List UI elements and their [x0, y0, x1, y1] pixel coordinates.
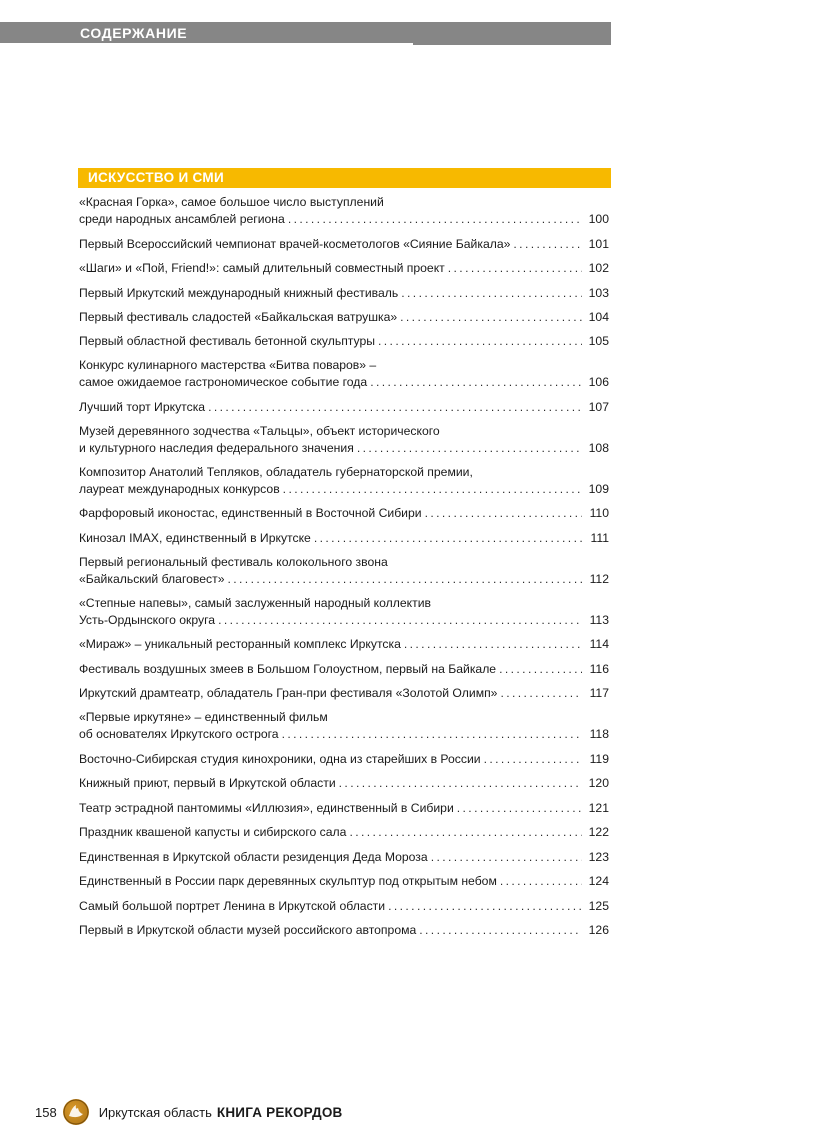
dot-leader	[339, 775, 582, 792]
toc-page-number: 112	[589, 571, 609, 586]
dot-leader	[500, 685, 582, 702]
dot-leader	[499, 661, 582, 678]
dot-leader	[370, 374, 582, 391]
toc-page-number: 110	[589, 506, 609, 520]
toc-entry-title-line: об основателях Иркутского острога	[79, 727, 279, 741]
toc-entry-title-line: «Красная Горка», самое большое число выступлений	[79, 195, 384, 209]
toc-page-number: 101	[588, 236, 609, 251]
toc-page-number: 106	[588, 375, 609, 389]
header-bar	[0, 22, 611, 45]
toc-entry-title-line: «Степные напевы», самый заслуженный народный коллектив	[79, 595, 431, 610]
dot-leader	[401, 285, 582, 302]
toc-entry[interactable]	[79, 661, 609, 678]
toc-page-number: 108	[588, 440, 609, 455]
record-book-logo-icon	[63, 1099, 89, 1125]
toc-entry-title-line: Фарфоровый иконостас, единственный в Восточной Сибири	[79, 506, 422, 520]
toc-entry[interactable]	[79, 309, 609, 326]
dot-leader	[357, 440, 582, 457]
dot-leader	[227, 571, 582, 588]
toc-entry[interactable]	[79, 751, 609, 768]
toc-entry-title-line: и культурного наследия федерального значения	[79, 440, 354, 455]
toc-entry-title-line: среди народных ансамблей региона	[79, 212, 285, 226]
toc-entry-title-line: «Первые иркутяне» – единственный фильм	[79, 710, 328, 724]
dot-leader	[404, 636, 582, 653]
dot-leader	[431, 849, 582, 866]
section-header	[78, 168, 611, 188]
toc-entry-title-line: Первый в Иркутской области музей российского автопрома	[79, 923, 417, 937]
toc-entry-title-line: Самый большой портрет Ленина в Иркутской области	[79, 898, 386, 913]
toc-entry[interactable]	[79, 285, 609, 302]
dot-leader	[400, 309, 582, 326]
toc-entry-title-line: Музей деревянного зодчества «Тальцы», объект исторического	[79, 423, 440, 438]
toc-entry-title-line: Конкурс кулинарного мастерства «Битва поваров» –	[79, 358, 377, 372]
dot-leader	[457, 800, 582, 817]
toc-entry[interactable]	[79, 464, 609, 498]
toc-page-number: 105	[588, 334, 609, 348]
toc-page-number: 100	[588, 212, 609, 226]
toc-entry[interactable]	[79, 236, 609, 253]
dot-leader	[283, 481, 582, 498]
dot-leader	[388, 898, 582, 915]
toc-entry[interactable]	[79, 399, 609, 416]
toc-page-number: 125	[588, 898, 609, 913]
table-of-contents	[79, 194, 609, 939]
toc-entry-title-line: Композитор Анатолий Тепляков, обладатель губернаторской премии,	[79, 464, 473, 479]
toc-entry[interactable]	[79, 333, 609, 350]
dot-leader	[513, 236, 582, 253]
toc-entry[interactable]	[79, 554, 609, 588]
toc-entry-title-line: самое ожидаемое гастрономическое событие года	[79, 375, 368, 389]
toc-entry-title-line: Первый областной фестиваль бетонной скульптуры	[79, 334, 376, 348]
toc-entry-title-line: Фестиваль воздушных змеев в Большом Голоустном, первый на Байкале	[79, 661, 497, 676]
dot-leader	[208, 399, 582, 416]
toc-page-number: 116	[589, 661, 609, 676]
section-title: ИСКУССТВО И СМИ	[88, 170, 224, 185]
toc-page-number: 122	[588, 825, 609, 839]
dot-leader	[500, 873, 582, 890]
toc-entry[interactable]	[79, 922, 609, 939]
dot-leader	[448, 260, 582, 277]
dot-leader	[314, 530, 582, 547]
dot-leader	[378, 333, 582, 350]
toc-entry[interactable]	[79, 260, 609, 277]
footer-book-title: КНИГА РЕКОРДОВ	[216, 1104, 343, 1120]
page-title: СОДЕРЖАНИЕ	[80, 25, 188, 41]
dot-leader	[349, 824, 582, 841]
toc-entry[interactable]	[79, 530, 609, 547]
dot-leader	[419, 922, 582, 939]
toc-entry[interactable]	[79, 775, 609, 792]
toc-entry-title-line: Усть-Ордынского округа	[79, 612, 216, 627]
toc-entry-title-line: Первый фестиваль сладостей «Байкальская ватрушка»	[79, 310, 398, 324]
toc-entry[interactable]	[79, 849, 609, 866]
toc-entry-title-line: Единственный в России парк деревянных скульптур под открытым небом	[79, 874, 497, 888]
toc-entry-title-line: Иркутский драмтеатр, обладатель Гран-при фестиваля «Золотой Олимп»	[79, 686, 498, 700]
toc-entry[interactable]	[79, 505, 609, 522]
toc-page-number: 119	[589, 751, 609, 766]
toc-entry[interactable]	[79, 685, 609, 702]
toc-entry-title-line: Лучший торт Иркутска	[79, 399, 206, 414]
dot-leader	[484, 751, 582, 768]
dot-leader	[288, 211, 582, 228]
toc-entry[interactable]	[79, 636, 609, 653]
toc-entry-title-line: «Байкальский благовест»	[79, 571, 225, 586]
toc-entry-title-line: Праздник квашеной капусты и сибирского сала	[79, 825, 347, 839]
toc-page-number: 124	[588, 874, 609, 888]
toc-page-number: 113	[589, 612, 609, 627]
toc-entry[interactable]	[79, 595, 609, 629]
toc-page-number: 126	[588, 923, 609, 937]
toc-page-number: 117	[589, 686, 609, 700]
toc-entry[interactable]	[79, 873, 609, 890]
toc-entry-title-line: Единственная в Иркутской области резиденция Деда Мороза	[79, 849, 428, 864]
dot-leader	[218, 612, 582, 629]
toc-page-number: 118	[589, 727, 609, 741]
toc-page-number: 109	[588, 481, 609, 496]
toc-entry-title-line: «Шаги» и «Пой, Friend!»: самый длительный совместный проект	[79, 261, 445, 275]
toc-entry-title-line: Первый региональный фестиваль колокольного звона	[79, 554, 388, 569]
toc-entry-title-line: Первый Иркутский международный книжный фестиваль	[79, 285, 399, 300]
toc-entry[interactable]	[79, 898, 609, 915]
toc-entry-title-line: Первый Всероссийский чемпионат врачей-косметологов «Сияние Байкала»	[79, 236, 511, 251]
toc-entry-title-line: Театр эстрадной пантомимы «Иллюзия», единственный в Сибири	[79, 800, 454, 815]
footer-region: Иркутская область	[98, 1104, 212, 1120]
toc-entry[interactable]	[79, 194, 609, 228]
dot-leader	[282, 726, 582, 743]
toc-page-number: 107	[588, 399, 609, 414]
dot-leader	[425, 505, 582, 522]
toc-entry-title-line: Книжный приют, первый в Иркутской области	[79, 776, 336, 790]
header-divider	[0, 43, 413, 45]
toc-entry-title-line: Восточно-Сибирская студия кинохроники, одна из старейших в России	[79, 751, 481, 766]
toc-page-number: 120	[588, 776, 609, 790]
toc-page-number: 123	[588, 849, 609, 864]
toc-page-number: 103	[588, 285, 609, 300]
toc-entry[interactable]	[79, 357, 609, 391]
toc-entry[interactable]	[79, 709, 609, 743]
toc-page-number: 111	[590, 530, 609, 545]
toc-page-number: 104	[588, 310, 609, 324]
toc-entry-title-line: Кинозал IMAX, единственный в Иркутске	[79, 530, 311, 545]
toc-page-number: 114	[589, 637, 609, 651]
toc-page-number: 102	[588, 261, 609, 275]
toc-entry[interactable]	[79, 824, 609, 841]
toc-entry[interactable]	[79, 800, 609, 817]
page-footer	[35, 1097, 343, 1127]
page-number: 158	[35, 1104, 57, 1120]
toc-entry[interactable]	[79, 423, 609, 457]
toc-entry-title-line: «Мираж» – уникальный ресторанный комплекс Иркутска	[79, 637, 401, 651]
toc-page-number: 121	[588, 800, 609, 815]
toc-entry-title-line: лауреат международных конкурсов	[79, 481, 280, 496]
